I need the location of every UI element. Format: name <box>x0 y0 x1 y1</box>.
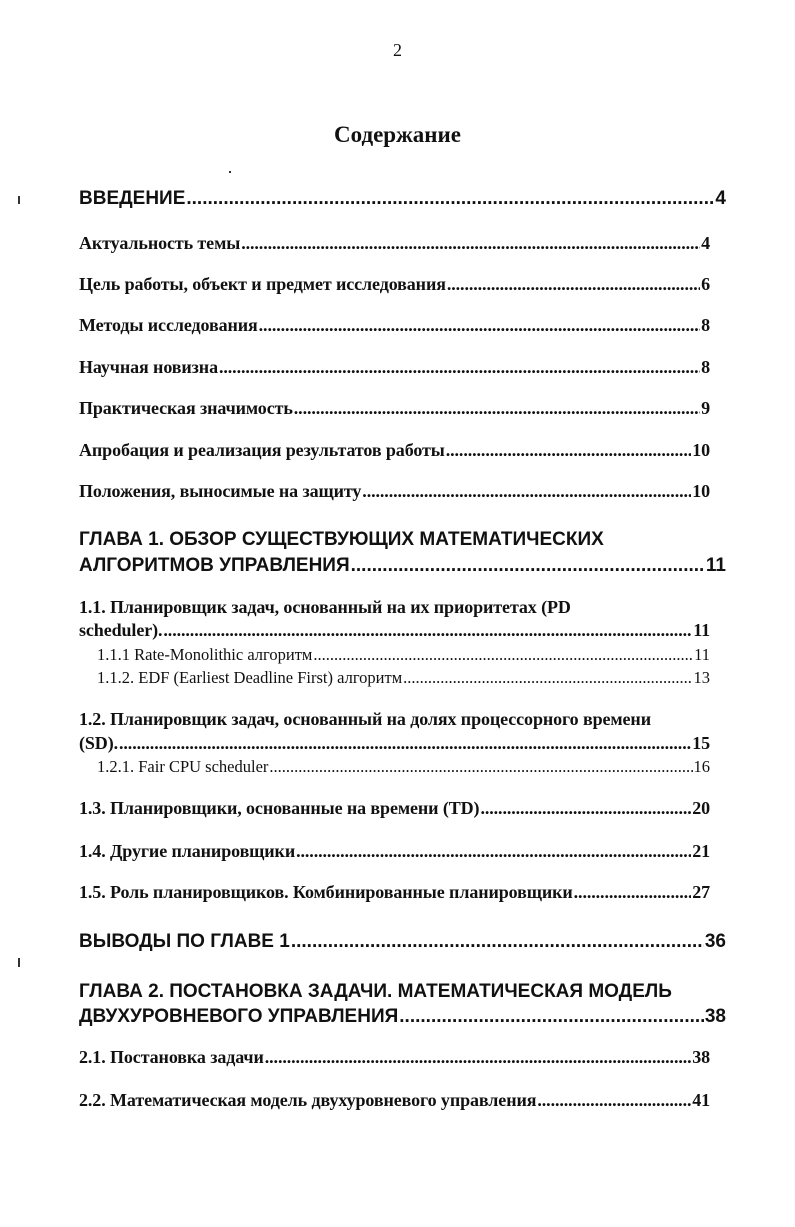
toc-entry-1-1-line-1[interactable]: 1.1. Планировщик задач, основанный на их приоритетах (PD <box>79 597 571 617</box>
toc-entry-page: 11 <box>693 620 710 640</box>
toc-entry-label: Методы исследования <box>79 315 258 335</box>
toc-entry-page: 38 <box>704 1006 726 1027</box>
toc-entry-chapter-1-conclusions[interactable] <box>79 931 726 953</box>
toc-entry-label: Актуальность темы <box>79 233 241 253</box>
toc-entry-page: 4 <box>701 233 710 253</box>
dot-leader <box>241 233 700 254</box>
toc-entry-relevance[interactable] <box>79 233 710 254</box>
dot-leader <box>163 620 692 641</box>
dot-leader <box>313 645 693 665</box>
toc-entry-label: 1.1.1 Rate-Monolithic алгоритм <box>97 645 313 664</box>
toc-entry-page: 11 <box>705 555 726 576</box>
toc-entry-chapter-2-line-1[interactable]: ГЛАВА 2. ПОСТАНОВКА ЗАДАЧИ. МАТЕМАТИЧЕСКАЯ МОДЕЛЬ <box>79 981 672 1002</box>
dot-leader <box>351 555 705 577</box>
toc-entry-label: Цель работы, объект и предмет исследования <box>79 274 446 294</box>
toc-entry-page: 36 <box>704 931 726 952</box>
toc-entry-goal[interactable] <box>79 274 710 295</box>
toc-entry-1-4[interactable] <box>79 841 710 862</box>
dot-leader <box>446 440 691 461</box>
toc-entry-1-1-2[interactable] <box>97 668 710 688</box>
toc-entry-2-2[interactable] <box>79 1090 710 1111</box>
toc-entry-page: 27 <box>692 882 710 902</box>
toc-entry-2-1[interactable] <box>79 1047 710 1068</box>
toc-entry-label: 1.3. Планировщики, основанные на времени (TD) <box>79 798 480 818</box>
toc-entry-chapter-1[interactable] <box>79 555 726 577</box>
toc-entry-1-2[interactable] <box>79 733 710 754</box>
toc-entry-label: 2.2. Математическая модель двухуровневого управления <box>79 1090 537 1110</box>
toc-entry-1-2-line-1[interactable]: 1.2. Планировщик задач, основанный на долях процессорного времени <box>79 709 651 729</box>
toc-entry-1-1[interactable] <box>79 620 710 641</box>
dot-leader <box>219 357 700 378</box>
toc-entry-label: Научная новизна <box>79 357 218 377</box>
toc-entry-page: 11 <box>694 645 710 664</box>
toc-entry-approbation[interactable] <box>79 440 710 461</box>
toc-entry-page: 10 <box>692 481 710 501</box>
toc-entry-label: ВВЕДЕНИЕ <box>79 188 186 209</box>
dot-leader <box>537 1090 691 1111</box>
toc-entry-label: ДВУХУРОВНЕВОГО УПРАВЛЕНИЯ <box>79 1006 399 1027</box>
toc-entry-1-2-1[interactable] <box>97 757 710 777</box>
toc-entry-label: (SD). <box>79 733 118 753</box>
dot-leader <box>447 274 700 295</box>
dot-leader <box>399 1006 704 1028</box>
dot-leader <box>265 1047 691 1068</box>
toc-entry-page: 10 <box>692 440 710 460</box>
dot-leader <box>119 733 691 754</box>
toc-entry-1-5[interactable] <box>79 882 710 903</box>
toc-entry-page: 8 <box>701 357 710 377</box>
toc-entry-label: 2.1. Постановка задачи <box>79 1047 264 1067</box>
toc-entry-chapter-2[interactable] <box>79 1006 726 1028</box>
dot-leader <box>574 882 692 903</box>
toc-entry-label: 1.1.2. EDF (Earliest Deadline First) алгоритм <box>97 668 403 687</box>
toc-entry-1-3[interactable] <box>79 798 710 819</box>
dot-leader <box>296 841 691 862</box>
toc-entry-page: 4 <box>715 188 726 209</box>
toc-entry-label: 1.5. Роль планировщиков. Комбинированные планировщики <box>79 882 573 902</box>
toc-entry-methods[interactable] <box>79 315 710 336</box>
page-title: Содержание <box>334 122 461 147</box>
toc-entry-novelty[interactable] <box>79 357 710 378</box>
page-number: 2 <box>393 40 402 60</box>
dot-leader <box>403 668 692 688</box>
toc-entry-page: 6 <box>701 274 710 294</box>
dot-leader <box>294 398 700 419</box>
toc-entry-page: 20 <box>692 798 710 818</box>
toc-entry-label: ВЫВОДЫ ПО ГЛАВЕ 1 <box>79 931 290 952</box>
toc-entry-defense-points[interactable] <box>79 481 710 502</box>
toc-entry-page: 38 <box>692 1047 710 1067</box>
toc-entry-1-1-1[interactable] <box>97 645 710 665</box>
toc-entry-page: 8 <box>701 315 710 335</box>
toc-entry-label: Практическая значимость <box>79 398 293 418</box>
scan-mark <box>18 958 20 967</box>
toc-entry-label: 1.2.1. Fair CPU scheduler <box>97 757 269 776</box>
dot-leader <box>269 757 692 777</box>
toc-entry-practical-significance[interactable] <box>79 398 710 419</box>
dot-leader <box>259 315 700 336</box>
toc-entry-page: 9 <box>701 398 710 418</box>
toc-entry-label: АЛГОРИТМОВ УПРАВЛЕНИЯ <box>79 555 350 576</box>
toc-entry-chapter-1-line-1[interactable]: ГЛАВА 1. ОБЗОР СУЩЕСТВУЮЩИХ МАТЕМАТИЧЕСКИХ <box>79 529 604 550</box>
dot-leader <box>291 931 704 953</box>
dot-leader <box>186 188 714 210</box>
toc-entry-page: 21 <box>692 841 710 861</box>
toc-entry-label: 1.4. Другие планировщики <box>79 841 296 861</box>
toc-entry-label: Положения, выносимые на защиту <box>79 481 362 501</box>
toc-entry-label: Апробация и реализация результатов работы <box>79 440 445 460</box>
dot-leader <box>362 481 691 502</box>
toc-entry-page: 16 <box>693 757 710 776</box>
toc-entry-page: 41 <box>692 1090 710 1110</box>
scan-mark <box>18 196 20 204</box>
toc-entry-introduction[interactable] <box>79 188 726 210</box>
dot-leader <box>480 798 691 819</box>
toc-entry-page: 15 <box>692 733 710 753</box>
toc-entry-label: scheduler). <box>79 620 163 640</box>
scan-mark <box>229 171 231 173</box>
toc-entry-page: 13 <box>693 668 710 687</box>
